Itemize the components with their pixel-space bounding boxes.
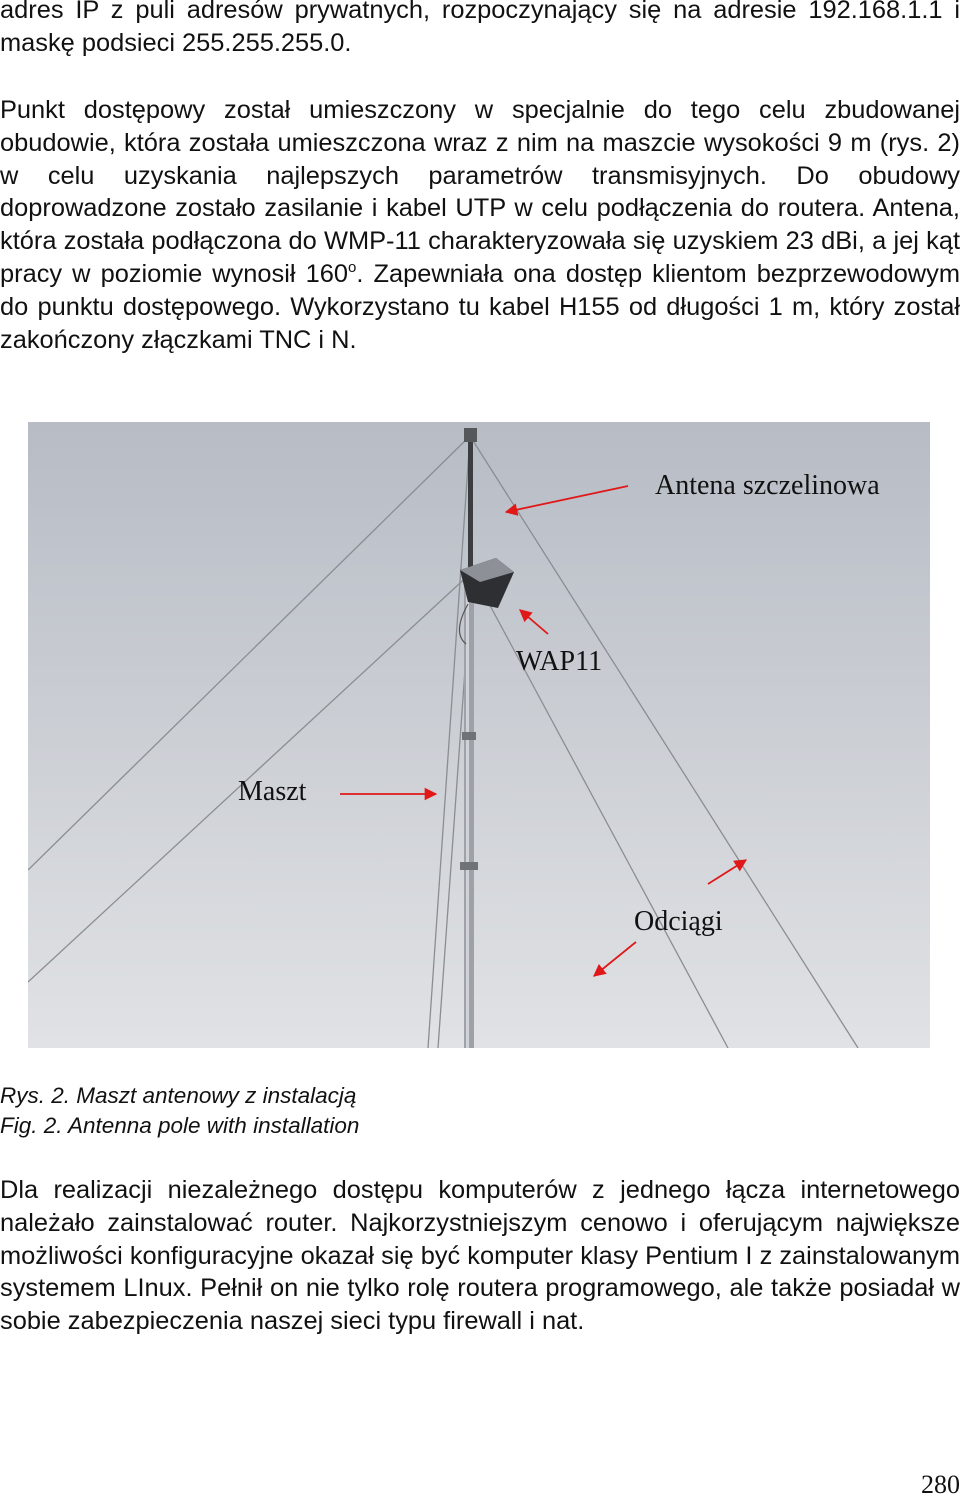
label-mast: Maszt — [238, 776, 307, 807]
figure-caption-pl: Rys. 2. Maszt antenowy z instalacją — [0, 1083, 357, 1108]
paragraph-router: Dla realizacji niezależnego dostępu komputerów z jednego łącza internetowego należało zainstalować router. Najkorzystniejszym cenowo i oferującym największe możliwości konfiguracyjne okazał się być komputer klasy Pentium I z zainstalowanym systemem LInux. Pełnił on nie tylko rolę routera programowego, ale także posiadał w sobie zabezpieczenia naszej sieci typu firewall i nat. — [0, 1176, 960, 1336]
mast-photo-svg — [28, 422, 930, 1048]
paragraph-intro: adres IP z puli adresów prywatnych, rozpoczynający się na adresie 192.168.1.1 i maskę podsieci 255.255.255.0. — [0, 0, 960, 57]
label-antenna: Antena szczelinowa — [655, 470, 880, 501]
paragraph-access-point — [0, 94, 960, 356]
figure-caption-en: Fig. 2. Antenna pole with installation — [0, 1113, 360, 1138]
sky-background — [28, 422, 930, 1048]
paragraph-access-point-text-end: . Zapewniała ona dostęp klientom bezprzewodowym do punktu dostępowego. Wykorzystano tu kabel H155 od długości 1 m, który został zakończony złączkami TNC i N. — [0, 259, 960, 354]
page-number: 280 — [921, 1470, 960, 1499]
label-wap: WAP11 — [516, 646, 603, 677]
label-guy-wires: Odciągi — [634, 906, 723, 937]
degree-superscript: o — [347, 258, 357, 276]
mast-photo — [28, 422, 930, 1048]
paragraph-access-point-text: Punkt dostępowy został umieszczony w specjalnie do tego celu zbudowanej obudowie, która została umieszczona wraz z nim na maszcie wysokości 9 m (rys. 2) w celu uzyskania najlepszych parametrów transmisyjnych. Do obudowy doprowadzone zostało zasilanie i kabel UTP w celu podłączenia do routera. Antena, która została podłączona do WMP-11 charakteryzowała się uzyskiem 23 dBi, a jej kąt pracy w poziomie wynosił 160 — [0, 96, 960, 288]
